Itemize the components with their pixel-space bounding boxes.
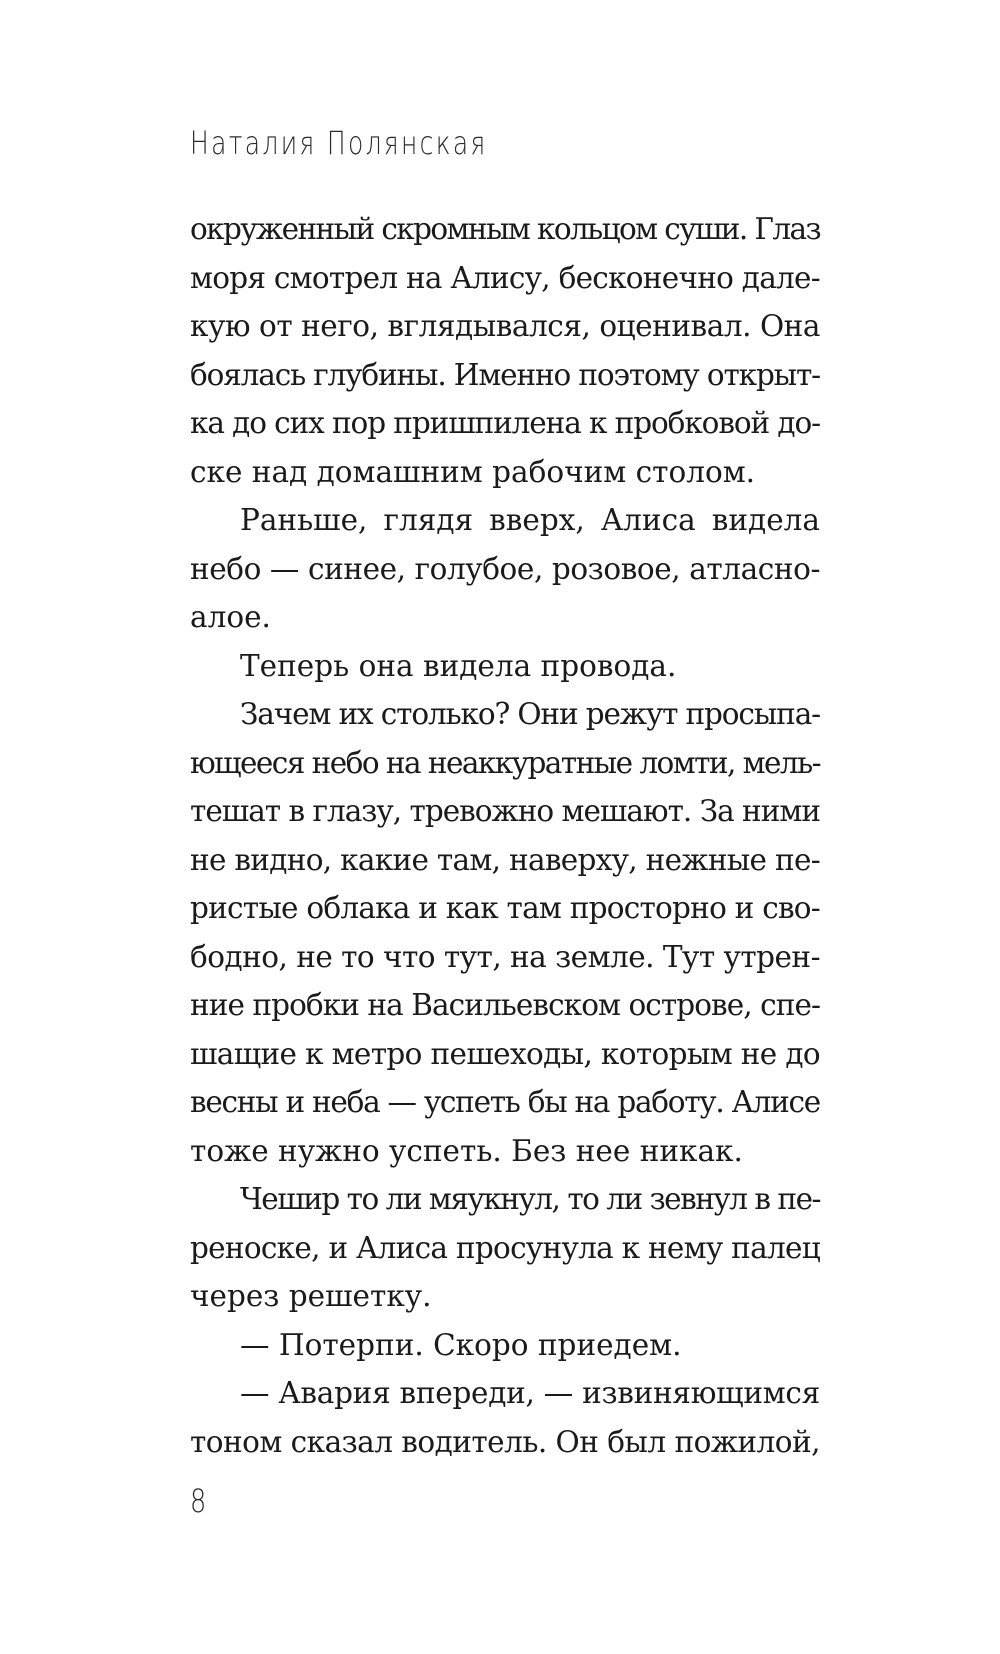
text-line: боялась глубины. Именно поэтому открыт- [190, 357, 820, 392]
text-line: Чешир то ли мяукнул, то ли зевнул в пе- [240, 1182, 821, 1216]
text-line: Раньше, глядя вверх, Алиса видела [240, 503, 820, 537]
page-number: 8 [190, 1482, 207, 1520]
text-line: ние пробки на Васильевском острове, спе- [190, 988, 821, 1022]
text-line: тоном сказал водитель. Он был пожилой, [190, 1424, 820, 1459]
text-line: тоже нужно успеть. Без нее никак. [190, 1133, 743, 1168]
text-line: шащие к метро пешеходы, которым не до [190, 1036, 821, 1071]
text-line: ристые облака и как там просторно и сво- [190, 891, 820, 925]
text-line: реноске, и Алиса просунула к нему палец [190, 1230, 820, 1265]
text-line: весны и неба — успеть бы на работу. Алисе [190, 1085, 820, 1119]
text-line: через решетку. [190, 1279, 432, 1313]
text-line: окруженный скромным кольцом суши. Глаз [190, 212, 821, 246]
text-line: кую от него, вглядывался, оценивал. Она [190, 309, 820, 343]
text-line: Зачем их столько? Они режут просыпа- [240, 697, 820, 731]
text-line: Теперь она видела провода. [240, 648, 677, 683]
text-line: — Потерпи. Скоро приедем. [240, 1327, 682, 1362]
text-line: ске над домашним рабочим столом. [190, 454, 756, 489]
running-header-author: Наталия Полянская [190, 124, 488, 162]
text-line: алое. [190, 600, 271, 634]
body-text [190, 205, 820, 1466]
text-line: не видно, какие там, наверху, нежные пе- [190, 842, 820, 877]
text-line: небо — синее, голубое, розовое, атласно- [190, 551, 821, 586]
text-line: тешат в глазу, тревожно мешают. За ними [190, 794, 820, 828]
text-line: ющееся небо на неаккуратные ломти, мель- [190, 745, 821, 780]
text-line: ка до сих пор пришпилена к пробковой до- [190, 406, 820, 440]
text-line: бодно, не то что тут, на земле. Тут утрен- [190, 939, 821, 974]
text-line: моря смотрел на Алису, бесконечно дале- [190, 260, 821, 295]
text-line: — Авария впереди, — извиняющимся [240, 1376, 820, 1410]
